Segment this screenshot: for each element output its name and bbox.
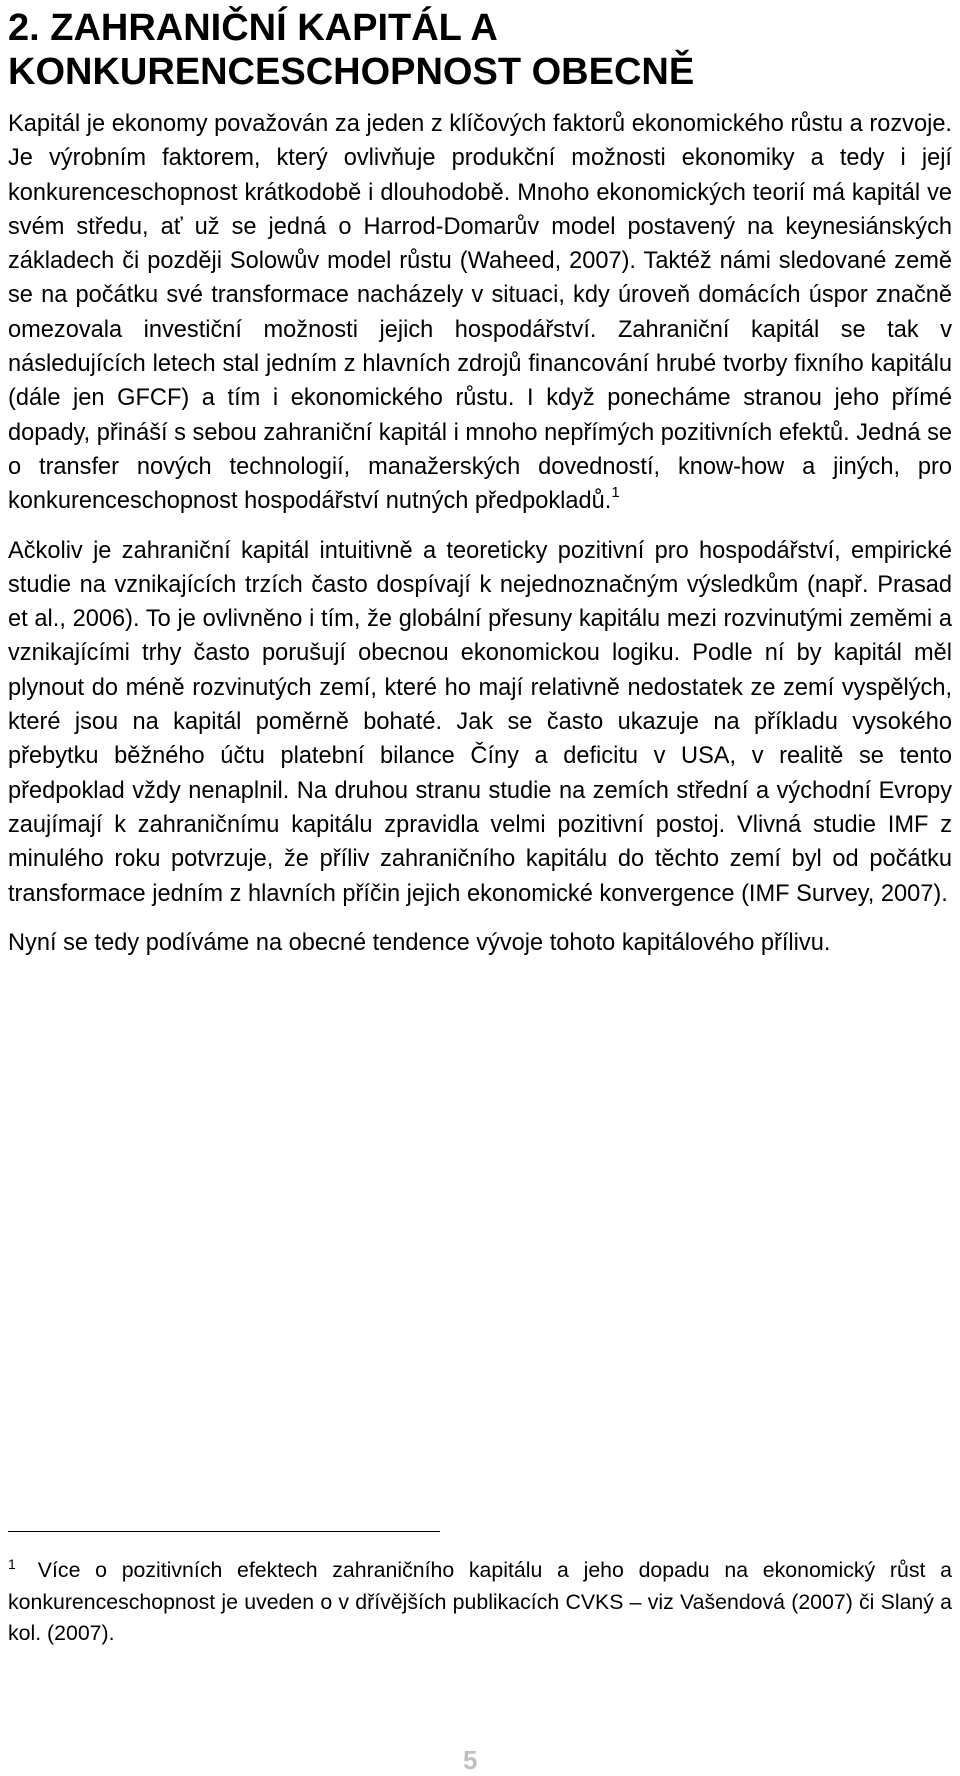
document-page (8, 0, 952, 1645)
chapter-heading-line-2: KONKURENCESCHOPNOST OBECNĚ (8, 51, 695, 93)
paragraph-3-text: Nyní se tedy podíváme na obecné tendence vývoje tohoto kapitálového přílivu. (8, 929, 831, 956)
footnote-number: 1 (8, 1555, 16, 1572)
chapter-heading (8, 0, 952, 94)
footnote-reference[interactable]: 1 (611, 484, 620, 502)
footnote-text: Více o pozitivních efektech zahraničního kapitálu a jeho dopadu na ekonomický růst a konkurenceschopnost je uveden o v dřívějších publikacích CVKS – viz Vašendová (2007) či Slaný a kol. (2007). (8, 1558, 952, 1645)
paragraph-empirical-studies (8, 534, 952, 911)
paragraph-capital-importance (8, 107, 952, 519)
footnote (8, 1555, 952, 1650)
paragraph-2-text: Ačkoliv je zahraniční kapitál intuitivně a teoreticky pozitivní pro hospodářství, empirické studie na vznikajících trzích často dospívají k nejednoznačným výsledkům (např. Prasad et al., 2006). To je ovlivněno i tím, že globální přesuny kapitálu mezi rozvinutými zeměmi a vznikajícími trhy často porušují obecnou ekonomickou logiku. Podle ní by kapitál měl plynout do méně rozvinutých zemí, které ho mají relativně nedostatek ze zemí vyspělých, které jsou na kapitál poměrně bohaté. Jak se často ukazuje na příkladu vysokého přebytku běžného účtu platební bilance Číny a deficitu v USA, v realitě se tento předpoklad vždy nenaplnil. Na druhou stranu studie na zemích střední a východní Evropy zaujímají k zahraničnímu kapitálu zpravidla velmi pozitivní postoj. Vlivná studie IMF z minulého roku potvrzuje, že příliv zahraničního kapitálu do těchto zemí byl od počátku transformace jedním z hlavních příčin jejich ekonomické konvergence (IMF Survey, 2007). (8, 537, 952, 907)
footnote-separator (8, 1531, 440, 1532)
chapter-heading-line-1: 2. ZAHRANIČNÍ KAPITÁL A (8, 7, 498, 49)
paragraph-transition (8, 926, 952, 960)
paragraph-1-text: Kapitál je ekonomy považován za jeden z klíčových faktorů ekonomického růstu a rozvoje. Je výrobním faktorem, který ovlivňuje produkční možnosti ekonomiky a tedy i její konkurenceschopnost krátkodobě i dlouhodobě. Mnoho ekonomických teorií má kapitál ve svém středu, ať už se jedná o Harrod-Domarův model postavený na keynesiánských základech či později Solowův model růstu (Waheed, 2007). Taktéž námi sledované země se na počátku své transformace nacházely v situaci, kdy úroveň domácích úspor značně omezovala investiční možnosti jejich hospodářství. Zahraniční kapitál se tak v následujících letech stal jedním z hlavních zdrojů financování hrubé tvorby fixního kapitálu (dále jen GFCF) a tím i ekonomického růstu. I když ponecháme stranou jeho přímé dopady, přináší s sebou zahraniční kapitál i mnoho nepřímých pozitivních efektů. Jedná se o transfer nových technologií, manažerských dovedností, know-how a jiných, pro konkurenceschopnost hospodářství nutných předpokladů. (8, 111, 952, 515)
page-number: 5 (463, 1745, 478, 1775)
